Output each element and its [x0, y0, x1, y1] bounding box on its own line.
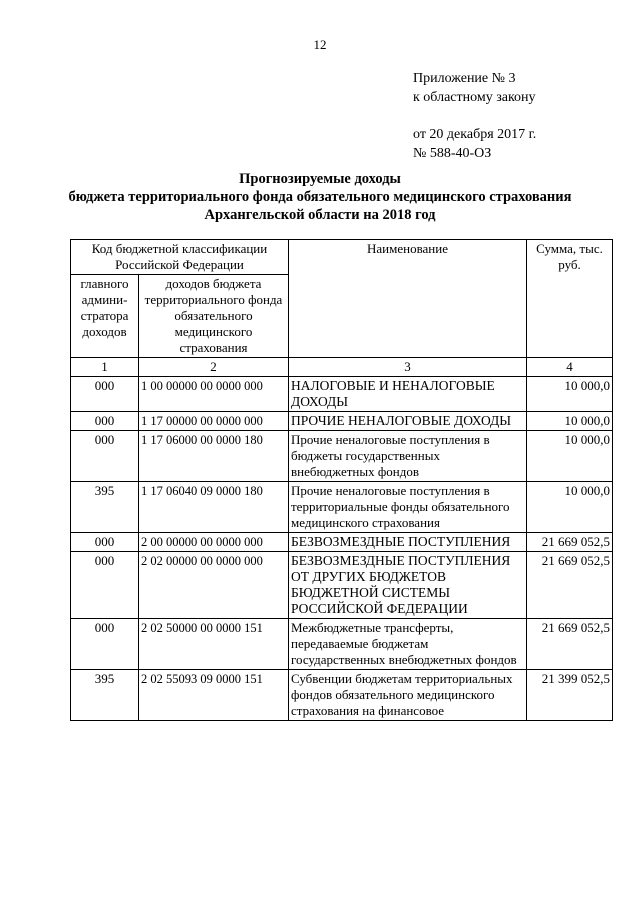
- revenue-sum: 10 000,0: [527, 412, 613, 431]
- table-row: [71, 619, 613, 670]
- admin-code: 000: [71, 533, 139, 552]
- revenue-table: [70, 239, 613, 721]
- table-row: [71, 377, 613, 412]
- revenue-code: 1 00 00000 00 0000 000: [139, 377, 289, 412]
- table-row: [71, 482, 613, 533]
- header-sum: Сумма, тыс. руб.: [527, 240, 613, 358]
- appendix-law-number: № 588-40-ОЗ: [413, 146, 492, 161]
- revenue-name: Прочие неналоговые поступления в территориальные фонды обязательного медицинского страхования: [289, 482, 527, 533]
- revenue-code: 1 17 06040 09 0000 180: [139, 482, 289, 533]
- table-row: [71, 670, 613, 721]
- admin-code: 000: [71, 412, 139, 431]
- header-main-admin: главного админи-стратора доходов: [71, 275, 139, 358]
- revenue-name: ПРОЧИЕ НЕНАЛОГОВЫЕ ДОХОДЫ: [289, 412, 527, 431]
- column-number-row: [71, 358, 613, 377]
- revenue-name: НАЛОГОВЫЕ И НЕНАЛОГОВЫЕ ДОХОДЫ: [289, 377, 527, 412]
- revenue-code: 1 17 06000 00 0000 180: [139, 431, 289, 482]
- table-row: [71, 431, 613, 482]
- appendix-number: Приложение № 3: [413, 71, 516, 86]
- admin-code: 000: [71, 619, 139, 670]
- revenue-sum: 21 399 052,5: [527, 670, 613, 721]
- revenue-sum: 10 000,0: [527, 377, 613, 412]
- revenue-code: 2 02 00000 00 0000 000: [139, 552, 289, 619]
- admin-code: 395: [71, 670, 139, 721]
- revenue-sum: 10 000,0: [527, 431, 613, 482]
- page-number: 12: [313, 37, 327, 52]
- column-number: 4: [527, 358, 613, 377]
- admin-code: 000: [71, 552, 139, 619]
- header-name: Наименование: [289, 240, 527, 358]
- column-number: 3: [289, 358, 527, 377]
- revenue-name: Межбюджетные трансферты, передаваемые бюджетам государственных внебюджетных фондов: [289, 619, 527, 670]
- revenue-sum: 21 669 052,5: [527, 552, 613, 619]
- column-number: 2: [139, 358, 289, 377]
- revenue-code: 2 02 55093 09 0000 151: [139, 670, 289, 721]
- title-line-2: бюджета территориального фонда обязательного медицинского страхования: [68, 189, 572, 205]
- document-title: [0, 170, 640, 224]
- revenue-sum: 10 000,0: [527, 482, 613, 533]
- revenue-sum: 21 669 052,5: [527, 533, 613, 552]
- table-row: [71, 552, 613, 619]
- revenue-name: БЕЗВОЗМЕЗДНЫЕ ПОСТУПЛЕНИЯ: [289, 533, 527, 552]
- title-line-1: Прогнозируемые доходы: [239, 171, 401, 187]
- appendix-block: [413, 69, 536, 163]
- revenue-name: Субвенции бюджетам территориальных фондов обязательного медицинского страхования на финансовое: [289, 670, 527, 721]
- revenue-code: 2 00 00000 00 0000 000: [139, 533, 289, 552]
- admin-code: 000: [71, 431, 139, 482]
- appendix-law-ref: к областному закону: [413, 90, 536, 105]
- header-revenue-code: доходов бюджета территориального фонда обязательного медицинского страхования: [139, 275, 289, 358]
- table-row: [71, 412, 613, 431]
- admin-code: 000: [71, 377, 139, 412]
- revenue-code: 1 17 00000 00 0000 000: [139, 412, 289, 431]
- admin-code: 395: [71, 482, 139, 533]
- revenue-name: БЕЗВОЗМЕЗДНЫЕ ПОСТУПЛЕНИЯ ОТ ДРУГИХ БЮДЖЕТОВ БЮДЖЕТНОЙ СИСТЕМЫ РОССИЙСКОЙ ФЕДЕРАЦИИ: [289, 552, 527, 619]
- column-number: 1: [71, 358, 139, 377]
- revenue-name: Прочие неналоговые поступления в бюджеты государственных внебюджетных фондов: [289, 431, 527, 482]
- header-row: [71, 240, 613, 275]
- table-row: [71, 533, 613, 552]
- title-line-3: Архангельской области на 2018 год: [204, 207, 436, 223]
- revenue-code: 2 02 50000 00 0000 151: [139, 619, 289, 670]
- header-code-group: Код бюджетной классификации Российской Федерации: [71, 240, 289, 275]
- revenue-sum: 21 669 052,5: [527, 619, 613, 670]
- appendix-date: от 20 декабря 2017 г.: [413, 127, 537, 142]
